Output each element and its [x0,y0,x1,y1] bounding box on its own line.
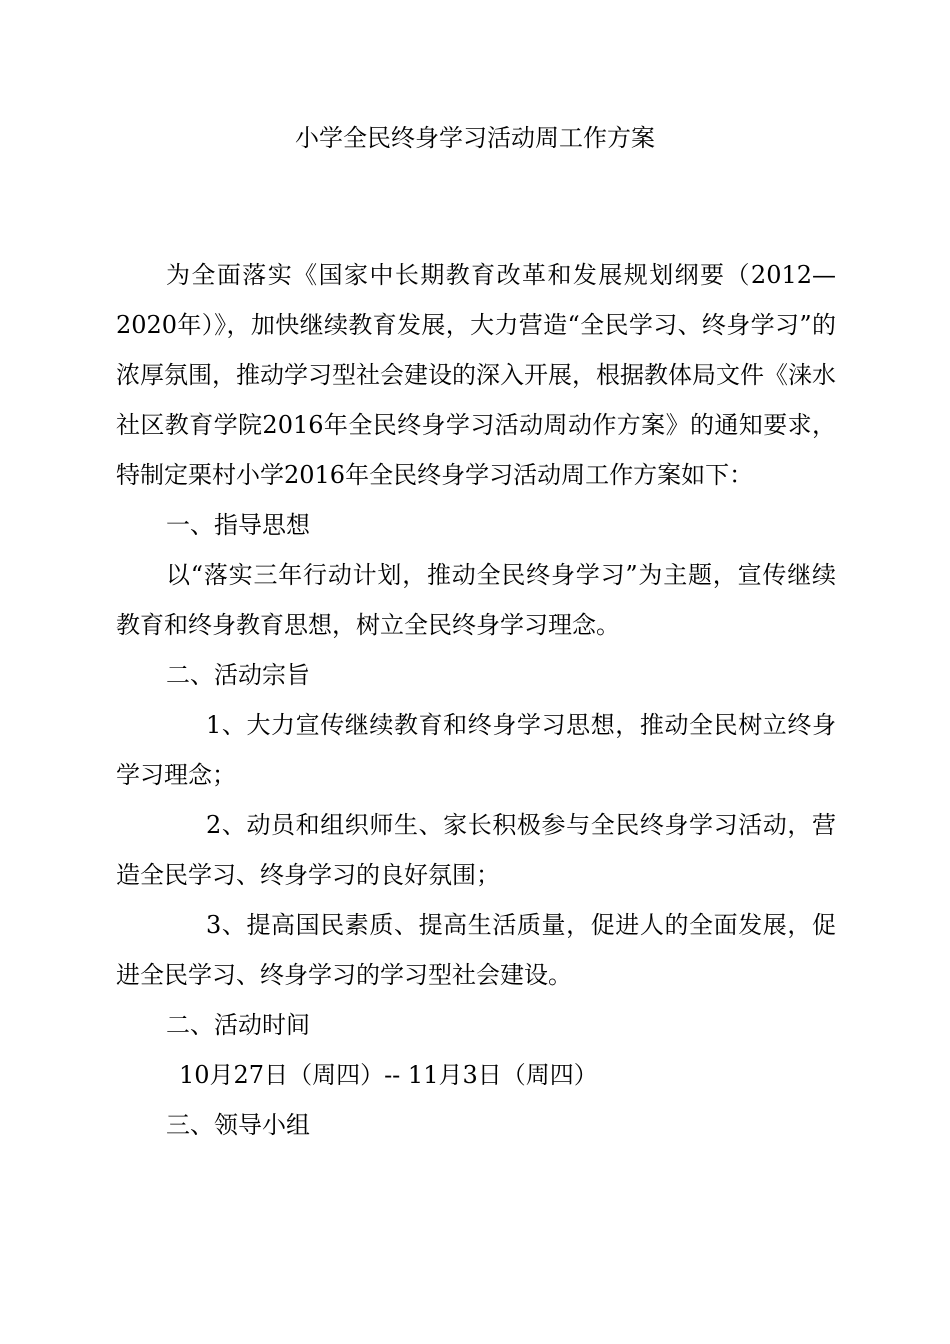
purpose-item-3: 3、提高国民素质、提高生活质量，促进人的全面发展，促进全民学习、终身学习的学习型社会建设。 [116,911,836,989]
section-heading-leadership-group: 三、领导小组 [166,1111,310,1139]
document-title: 小学全民终身学习活动周工作方案 [295,124,655,152]
intro-paragraph: 为全面落实《国家中长期教育改革和发展规划纲要（2012—2020年）》，加快继续教育发展，大力营造“全民学习、终身学习”的浓厚氛围，推动学习型社会建设的深入开展，根据教体局文件《涞水社区教育学院2016年全民终身学习活动周动作方案》的通知要求，特制定栗村小学2016年全民终身学习活动周工作方案如下： [116,261,836,489]
guiding-ideology-paragraph: 以“落实三年行动计划，推动全民终身学习”为主题，宣传继续教育和终身教育思想，树立全民终身学习理念。 [116,561,836,639]
activity-time-text: 10月27日（周四）-- 11月3日（周四） [179,1061,598,1089]
purpose-item-1: 1、大力宣传继续教育和终身学习思想，推动全民树立终身学习理念； [116,711,836,789]
document-body [116,250,836,1150]
purpose-item-2: 2、动员和组织师生、家长积极参与全民终身学习活动，营造全民学习、终身学习的良好氛围； [116,811,836,889]
section-heading-guiding-ideology: 一、指导思想 [166,511,310,539]
section-heading-activity-purpose: 二、活动宗旨 [166,661,310,689]
section-heading-activity-time: 二、活动时间 [166,1011,310,1039]
